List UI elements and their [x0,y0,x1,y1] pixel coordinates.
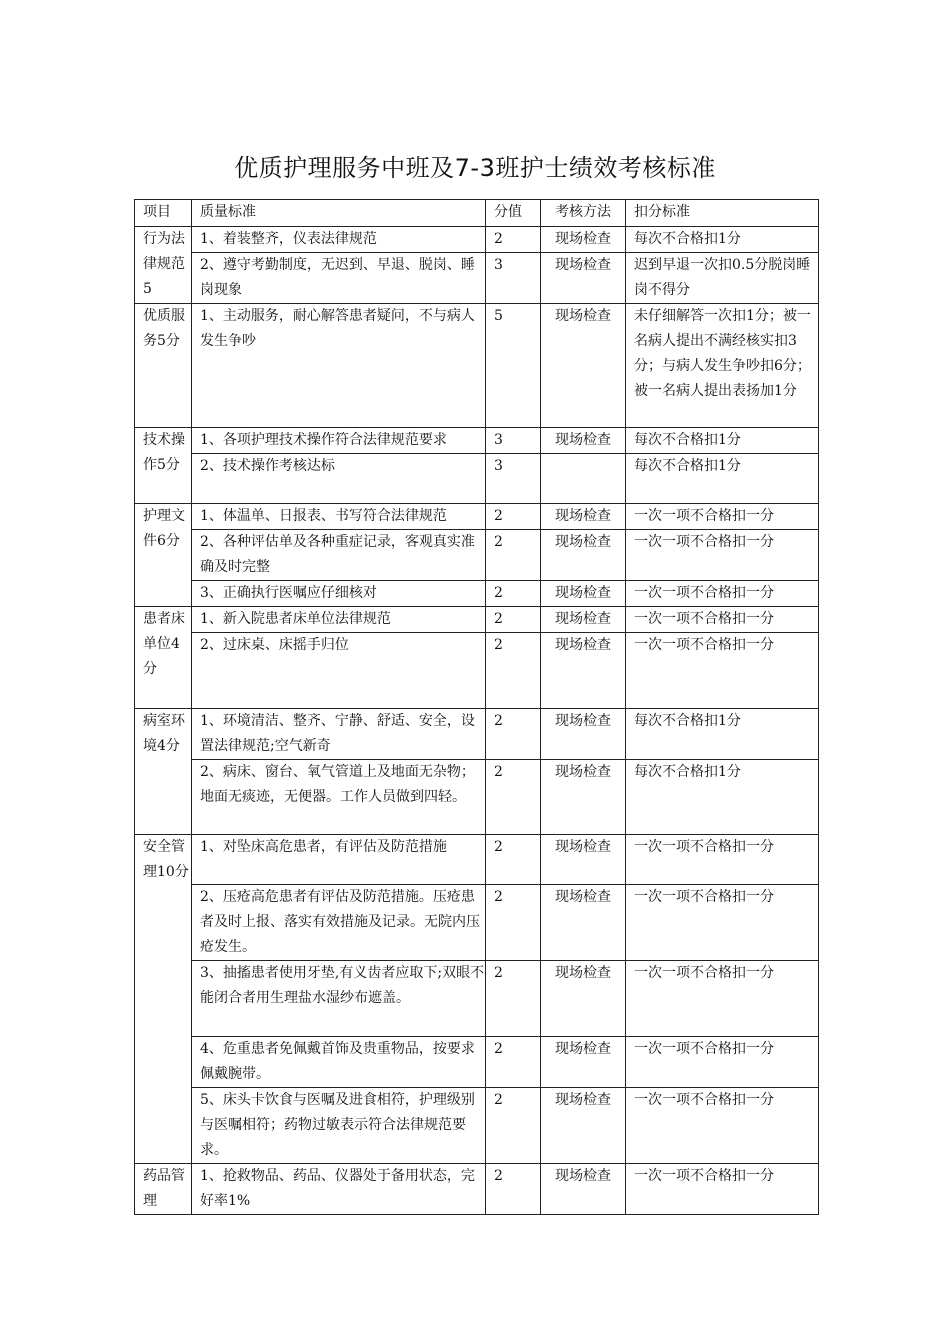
score-cell: 2 [486,607,541,633]
standard-cell: 1、着装整齐，仪表法律规范 [192,227,486,253]
standard-cell: 2、过床桌、床摇手归位 [192,633,486,709]
header-row [135,200,819,227]
table-row [135,835,819,885]
method-cell: 现场检查 [541,961,626,1037]
method-cell: 现场检查 [541,1037,626,1088]
deduct-cell: 一次一项不合格扣一分 [626,504,819,530]
standard-cell: 3、正确执行医嘱应仔细核对 [192,581,486,607]
score-cell: 2 [486,227,541,253]
header-standard: 质量标准 [192,200,486,227]
table-row [135,504,819,530]
method-cell: 现场检查 [541,1088,626,1164]
method-cell: 现场检查 [541,607,626,633]
table-row [135,581,819,607]
standard-cell: 4、危重患者免佩戴首饰及贵重物品，按要求佩戴腕带。 [192,1037,486,1088]
score-cell: 3 [486,454,541,504]
table-row [135,1164,819,1215]
score-cell: 3 [486,428,541,454]
standard-cell: 2、压疮高危患者有评估及防范措施。压疮患者及时上报、落实有效措施及记录。无院内压疮发生。 [192,885,486,961]
method-cell: 现场检查 [541,530,626,581]
table-row [135,885,819,961]
table-row [135,633,819,709]
standard-cell: 1、对坠床高危患者，有评估及防范措施 [192,835,486,885]
standard-cell: 1、体温单、日报表、书写符合法律规范 [192,504,486,530]
section-label: 行为法律规范5 [135,227,192,304]
deduct-cell: 一次一项不合格扣一分 [626,961,819,1037]
standard-cell: 2、各种评估单及各种重症记录，客观真实准确及时完整 [192,530,486,581]
section-label: 安全管理10分 [135,835,192,1164]
deduct-cell: 一次一项不合格扣一分 [626,607,819,633]
method-cell: 现场检查 [541,633,626,709]
header-method: 考核方法 [541,200,626,227]
deduct-cell: 一次一项不合格扣一分 [626,1164,819,1215]
deduct-cell: 迟到早退一次扣0.5分脱岗睡岗不得分 [626,253,819,304]
standard-cell: 1、新入院患者床单位法律规范 [192,607,486,633]
table-row [135,253,819,304]
deduct-cell: 一次一项不合格扣一分 [626,530,819,581]
score-cell: 2 [486,1164,541,1215]
table-row [135,1088,819,1164]
deduct-cell: 一次一项不合格扣一分 [626,581,819,607]
section-label: 技术操作5分 [135,428,192,504]
method-cell: 现场检查 [541,1164,626,1215]
score-cell: 2 [486,1088,541,1164]
standard-cell: 5、床头卡饮食与医嘱及进食相符，护理级别与医嘱相符；药物过敏表示符合法律规范要求。 [192,1088,486,1164]
method-cell: 现场检查 [541,253,626,304]
header-score: 分值 [486,200,541,227]
deduct-cell: 一次一项不合格扣一分 [626,835,819,885]
score-cell: 2 [486,504,541,530]
score-cell: 2 [486,760,541,835]
section-label: 病室环境4分 [135,709,192,835]
header-project: 项目 [135,200,192,227]
table-row [135,227,819,253]
section-label: 药品管理 [135,1164,192,1215]
table-row [135,1037,819,1088]
method-cell: 现场检查 [541,835,626,885]
score-cell: 2 [486,709,541,760]
method-cell: 现场检查 [541,504,626,530]
method-cell: 现场检查 [541,760,626,835]
score-cell: 2 [486,581,541,607]
header-deduct: 扣分标准 [626,200,819,227]
deduct-cell: 一次一项不合格扣一分 [626,1037,819,1088]
deduct-cell: 每次不合格扣1分 [626,227,819,253]
method-cell: 现场检查 [541,428,626,454]
standard-cell: 2、技术操作考核达标 [192,454,486,504]
table-row [135,304,819,428]
standard-cell: 2、病床、窗台、氧气管道上及地面无杂物；地面无痰迹，无便器。工作人员做到四轻。 [192,760,486,835]
table-row [135,760,819,835]
table-row [135,530,819,581]
table-row [135,961,819,1037]
deduct-cell: 每次不合格扣1分 [626,709,819,760]
deduct-cell: 未仔细解答一次扣1分；被一名病人提出不满经核实扣3分；与病人发生争吵扣6分；被一名病人提出表扬加1分 [626,304,819,428]
score-cell: 2 [486,835,541,885]
deduct-cell: 每次不合格扣1分 [626,760,819,835]
score-cell: 3 [486,253,541,304]
deduct-cell: 一次一项不合格扣一分 [626,633,819,709]
method-cell: 现场检查 [541,885,626,961]
method-cell [541,454,626,504]
score-cell: 2 [486,961,541,1037]
assessment-table [134,199,819,1215]
score-cell: 2 [486,1037,541,1088]
method-cell: 现场检查 [541,709,626,760]
standard-cell: 2、遵守考勤制度，无迟到、早退、脱岗、睡岗现象 [192,253,486,304]
table-row [135,428,819,454]
deduct-cell: 每次不合格扣1分 [626,454,819,504]
standard-cell: 1、各项护理技术操作符合法律规范要求 [192,428,486,454]
method-cell: 现场检查 [541,227,626,253]
score-cell: 5 [486,304,541,428]
table-row [135,709,819,760]
table-row [135,454,819,504]
section-label: 优质服务5分 [135,304,192,428]
section-label: 患者床单位4分 [135,607,192,709]
score-cell: 2 [486,633,541,709]
score-cell: 2 [486,530,541,581]
standard-cell: 1、抢救物品、药品、仪器处于备用状态，完好率1% [192,1164,486,1215]
deduct-cell: 一次一项不合格扣一分 [626,885,819,961]
standard-cell: 3、抽搐患者使用牙垫,有义齿者应取下;双眼不能闭合者用生理盐水湿纱布遮盖。 [192,961,486,1037]
document-title: 优质护理服务中班及7-3班护士绩效考核标准 [234,154,716,182]
standard-cell: 1、主动服务，耐心解答患者疑问，不与病人发生争吵 [192,304,486,428]
deduct-cell: 一次一项不合格扣一分 [626,1088,819,1164]
method-cell: 现场检查 [541,304,626,428]
deduct-cell: 每次不合格扣1分 [626,428,819,454]
standard-cell: 1、环境清洁、整齐、宁静、舒适、安全，设置法律规范;空气新奇 [192,709,486,760]
score-cell: 2 [486,885,541,961]
section-label: 护理文件6分 [135,504,192,607]
table-row [135,607,819,633]
method-cell: 现场检查 [541,581,626,607]
